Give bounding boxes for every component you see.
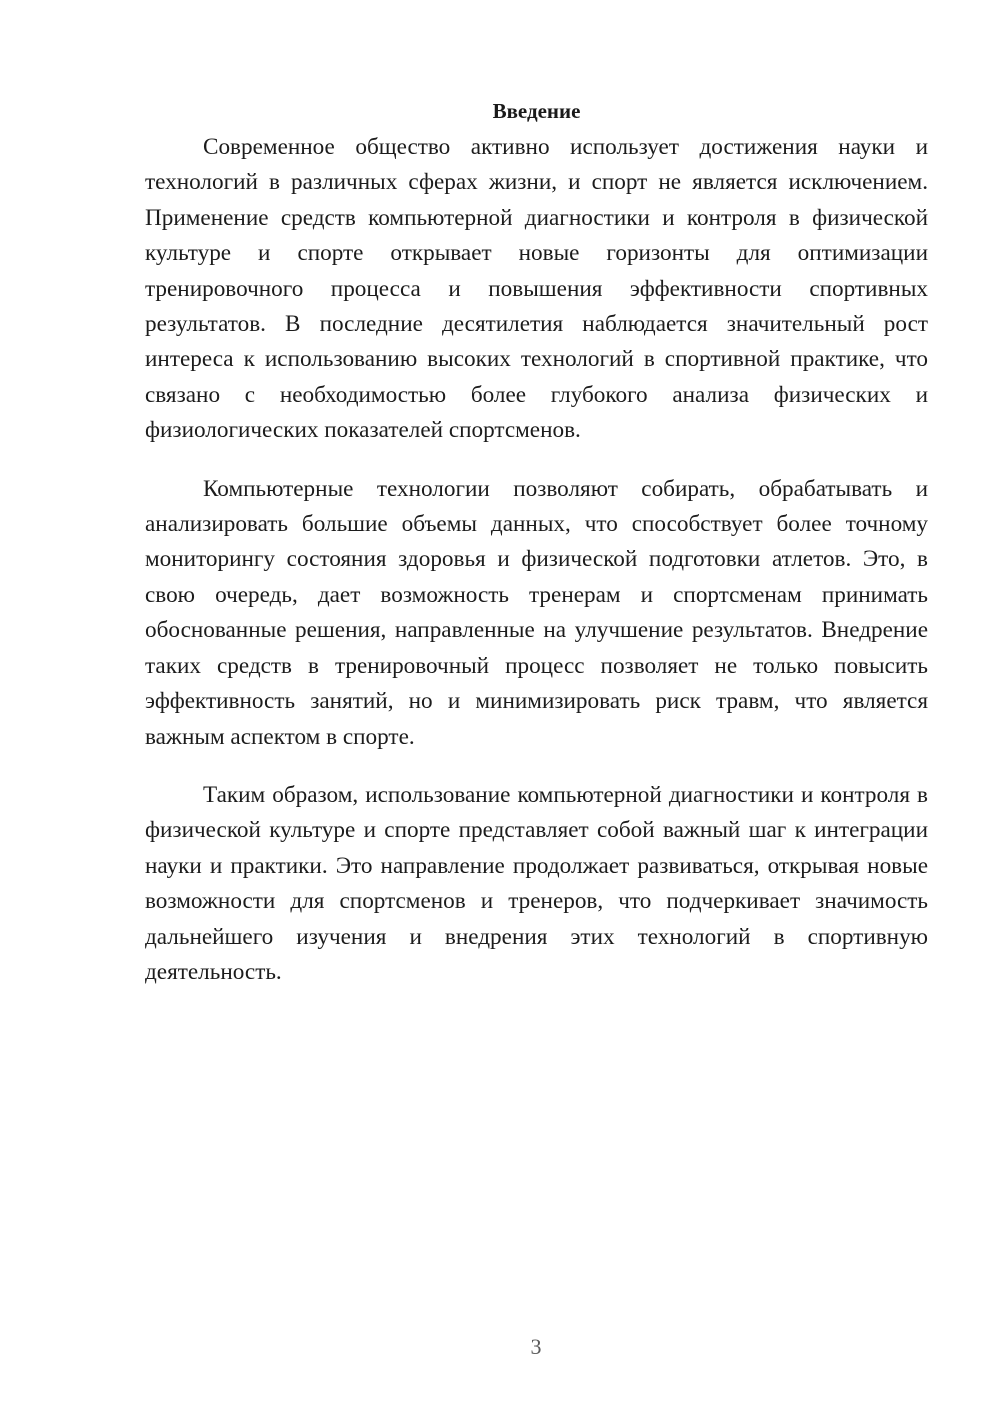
paragraph-conclusion: Таким образом, использование компьютерной диагностики и контроля в физической культуре и спорте представляет собой важный шаг к интеграции науки и практики. Это направление продолжает развиваться, открывая новые возможности для спортсменов и тренеров, что подчеркивает значимость дальнейшего изучения и внедрения этих технологий в спортивную деятельность. xyxy=(145,781,928,985)
page-number: 3 xyxy=(530,1334,542,1359)
paragraph-computer-technologies: Компьютерные технологии позволяют собирать, обрабатывать и анализировать большие объемы данных, что способствует более точному мониторингу состояния здоровья и физической подготовки атлетов. Это, в свою очередь, дает возможность тренерам и спортсменам принимать обоснованные решения, направленные на улучшение результатов. Внедрение таких средств в тренировочный процесс позволяет не только повысить эффективность занятий, но и минимизировать риск травм, что является важным аспектом в спорте. xyxy=(145,475,928,750)
section-heading: Введение xyxy=(492,99,581,123)
document-body xyxy=(145,96,928,990)
paragraph-intro: Современное общество активно использует достижения науки и технологий в различных сферах жизни, и спорт не является исключением. Применение средств компьютерной диагностики и контроля в физической культуре и спорте открывает новые горизонты для оптимизации тренировочного процесса и повышения эффективности спортивных результатов. В последние десятилетия наблюдается значительный рост интереса к использованию высоких технологий в спортивной практике, что связано с необходимостью более глубокого анализа физических и физиологических показателей спортсменов. xyxy=(145,134,928,444)
